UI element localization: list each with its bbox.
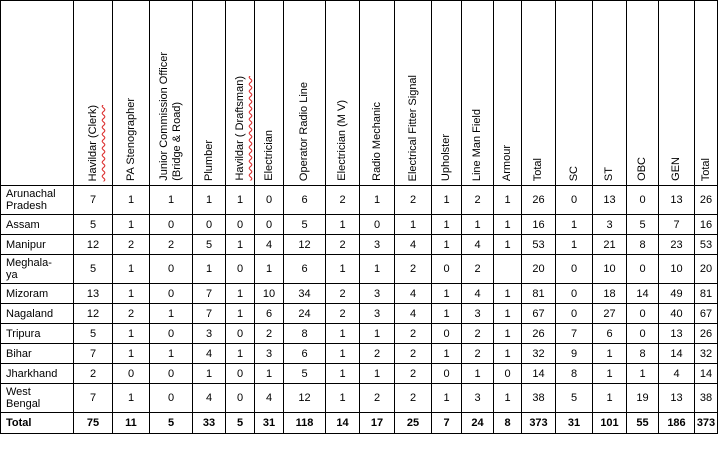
col-header-electrician [255, 1, 284, 186]
col-header-obc [627, 1, 659, 186]
table-cell: 0 [627, 255, 659, 284]
table-cell: 1 [494, 304, 522, 324]
table-cell: 7 [74, 384, 113, 413]
table-cell: 2 [395, 255, 432, 284]
table-cell: 12 [284, 384, 326, 413]
col-header-label: OBC [636, 157, 648, 181]
table-cell: 0 [360, 215, 395, 235]
table-cell: 1 [432, 284, 462, 304]
table-cell: 49 [659, 284, 695, 304]
col-header-havildar-clerk [74, 1, 113, 186]
table-cell: 2 [395, 384, 432, 413]
table-cell: 2 [74, 364, 113, 384]
table-cell: 4 [395, 304, 432, 324]
col-header-label: Armour [501, 144, 513, 181]
table-cell: 1 [113, 255, 150, 284]
table-cell: 3 [462, 304, 494, 324]
table-cell: 12 [74, 235, 113, 255]
col-header-plumber [193, 1, 226, 186]
table-cell: 4 [462, 235, 494, 255]
col-header-label: Total [699, 157, 712, 181]
table-cell: 6 [593, 324, 627, 344]
table-cell: 32 [695, 344, 718, 364]
table-cell: 5 [556, 384, 593, 413]
col-header-electrical-fitter-signal [395, 1, 432, 186]
table-cell: 1 [627, 364, 659, 384]
table-cell: 19 [627, 384, 659, 413]
state-name-cell: West Bengal [1, 384, 74, 413]
table-cell: 1 [150, 304, 193, 324]
table-cell: 3 [593, 215, 627, 235]
total-cell: 55 [627, 413, 659, 434]
table-cell: 5 [627, 215, 659, 235]
col-header-upholster [432, 1, 462, 186]
table-cell: 67 [695, 304, 718, 324]
total-cell: 31 [255, 413, 284, 434]
table-cell: 0 [255, 215, 284, 235]
total-label: Total [1, 413, 74, 434]
table-cell: 0 [150, 384, 193, 413]
table-cell: 34 [284, 284, 326, 304]
table-cell: 14 [522, 364, 556, 384]
table-row [1, 215, 718, 235]
table-cell: 18 [593, 284, 627, 304]
table-cell: 5 [193, 235, 226, 255]
table-cell: 1 [494, 344, 522, 364]
col-header-label: SC [567, 165, 580, 181]
table-cell: 2 [150, 235, 193, 255]
table-cell: 4 [659, 364, 695, 384]
table-cell: 53 [695, 235, 718, 255]
table-cell: 6 [284, 186, 326, 215]
table-row [1, 235, 718, 255]
table-cell: 14 [627, 284, 659, 304]
col-header-electrician-mv [326, 1, 360, 186]
table-cell: 1 [556, 215, 593, 235]
table-cell: 20 [522, 255, 556, 284]
total-cell: 373 [695, 413, 718, 434]
col-header-label: PA Stenographer [124, 98, 137, 181]
total-cell: 17 [360, 413, 395, 434]
table-cell: 2 [360, 344, 395, 364]
col-header-havildar-draftsman [226, 1, 255, 186]
table-cell: 0 [150, 215, 193, 235]
table-cell: 0 [556, 186, 593, 215]
state-name-cell: Jharkhand [1, 364, 74, 384]
table-cell: 1 [255, 255, 284, 284]
table-cell: 0 [432, 255, 462, 284]
table-cell: 4 [255, 235, 284, 255]
table-cell: 7 [74, 186, 113, 215]
table-cell: 67 [522, 304, 556, 324]
table-cell: 16 [695, 215, 718, 235]
table-cell: 1 [593, 364, 627, 384]
table-cell: 2 [395, 364, 432, 384]
table-cell: 5 [284, 215, 326, 235]
total-cell: 5 [150, 413, 193, 434]
table-cell: 26 [695, 186, 718, 215]
table-cell: 1 [494, 324, 522, 344]
table-row [1, 304, 718, 324]
table-row [1, 186, 718, 215]
table-cell: 1 [113, 284, 150, 304]
table-cell: 1 [193, 186, 226, 215]
table-cell: 2 [113, 235, 150, 255]
table-cell: 0 [556, 304, 593, 324]
table-cell: 6 [255, 304, 284, 324]
table-cell: 2 [462, 344, 494, 364]
table-cell: 1 [593, 344, 627, 364]
table-cell: 1 [432, 186, 462, 215]
table-row [1, 255, 718, 284]
total-cell: 7 [432, 413, 462, 434]
table-cell: 8 [627, 235, 659, 255]
table-cell: 4 [395, 284, 432, 304]
table-cell: 0 [627, 324, 659, 344]
table-cell: 1 [360, 255, 395, 284]
table-cell: 0 [193, 215, 226, 235]
table-cell: 5 [74, 324, 113, 344]
table-cell: 24 [284, 304, 326, 324]
table-cell: 2 [462, 324, 494, 344]
col-header-total-2 [695, 1, 718, 186]
table-cell: 10 [255, 284, 284, 304]
table-cell [494, 255, 522, 284]
table-cell: 12 [284, 235, 326, 255]
table-cell: 2 [395, 344, 432, 364]
table-row [1, 344, 718, 364]
col-header-gen [659, 1, 695, 186]
table-cell: 0 [627, 186, 659, 215]
table-cell: 1 [360, 324, 395, 344]
total-cell: 373 [522, 413, 556, 434]
table-cell: 32 [522, 344, 556, 364]
table-cell: 38 [522, 384, 556, 413]
table-cell: 4 [193, 384, 226, 413]
table-cell: 13 [659, 324, 695, 344]
state-name-cell: Mizoram [1, 284, 74, 304]
table-cell: 7 [74, 344, 113, 364]
table-cell: 2 [113, 304, 150, 324]
table-cell: 13 [74, 284, 113, 304]
table-cell: 0 [494, 364, 522, 384]
table-row [1, 284, 718, 304]
col-header-label: Electrician (M V) [336, 100, 348, 181]
col-header-label: Electrical Fitter Signal [406, 74, 419, 181]
total-cell: 11 [113, 413, 150, 434]
table-cell: 1 [326, 255, 360, 284]
table-cell: 1 [226, 235, 255, 255]
table-cell: 0 [150, 324, 193, 344]
table-cell: 1 [462, 364, 494, 384]
header-row [1, 1, 718, 186]
table-cell: 14 [659, 344, 695, 364]
table-cell: 1 [113, 215, 150, 235]
col-header-label: ST [603, 166, 615, 181]
table-cell: 7 [556, 324, 593, 344]
col-header-label: Havildar (Clerk) [86, 104, 99, 181]
table-cell: 53 [522, 235, 556, 255]
col-header-armour [494, 1, 522, 186]
table-cell: 1 [432, 304, 462, 324]
state-name-cell: Assam [1, 215, 74, 235]
table-row [1, 364, 718, 384]
total-cell: 186 [659, 413, 695, 434]
state-name-cell: Arunachal Pradesh [1, 186, 74, 215]
table-cell: 1 [326, 384, 360, 413]
table-cell: 0 [150, 364, 193, 384]
table-cell: 0 [226, 324, 255, 344]
col-header-radio-mechanic [360, 1, 395, 186]
table-cell: 1 [226, 344, 255, 364]
table-cell: 1 [432, 235, 462, 255]
table-cell: 4 [193, 344, 226, 364]
table-row [1, 324, 718, 344]
col-header-label: Line Man Field [471, 108, 483, 181]
table-cell: 26 [522, 186, 556, 215]
total-cell: 5 [226, 413, 255, 434]
table-cell: 2 [360, 384, 395, 413]
table-cell: 1 [494, 284, 522, 304]
table-cell: 26 [695, 324, 718, 344]
total-cell: 101 [593, 413, 627, 434]
table-cell: 1 [494, 186, 522, 215]
table-cell: 7 [659, 215, 695, 235]
col-header-label: Havildar ( Draftsman) [233, 76, 246, 181]
total-cell: 33 [193, 413, 226, 434]
table-cell: 0 [226, 384, 255, 413]
table-cell: 1 [432, 384, 462, 413]
table-cell: 81 [522, 284, 556, 304]
col-header-label: Total [532, 157, 544, 181]
table-cell: 1 [593, 384, 627, 413]
table-cell: 20 [695, 255, 718, 284]
table-cell: 2 [395, 324, 432, 344]
table-cell: 1 [326, 324, 360, 344]
table-cell: 13 [659, 384, 695, 413]
table-cell: 10 [593, 255, 627, 284]
table-cell: 1 [113, 344, 150, 364]
table-cell: 1 [360, 186, 395, 215]
col-header-line-man-field [462, 1, 494, 186]
state-name-cell: Bihar [1, 344, 74, 364]
table-cell: 3 [360, 235, 395, 255]
table-cell: 0 [226, 364, 255, 384]
table-cell: 2 [395, 186, 432, 215]
table-cell: 0 [150, 255, 193, 284]
table-cell: 0 [556, 284, 593, 304]
table-cell: 5 [74, 255, 113, 284]
table-cell: 3 [360, 304, 395, 324]
table-cell: 9 [556, 344, 593, 364]
table-cell: 3 [193, 324, 226, 344]
table-cell: 2 [255, 324, 284, 344]
table-cell: 1 [556, 235, 593, 255]
table-cell: 6 [284, 255, 326, 284]
table-cell: 12 [74, 304, 113, 324]
total-cell: 25 [395, 413, 432, 434]
table-cell: 0 [432, 324, 462, 344]
state-name-cell: Nagaland [1, 304, 74, 324]
table-cell: 38 [695, 384, 718, 413]
total-cell: 118 [284, 413, 326, 434]
table-cell: 0 [432, 364, 462, 384]
total-cell: 31 [556, 413, 593, 434]
table-cell: 0 [150, 284, 193, 304]
total-cell: 14 [326, 413, 360, 434]
table-cell: 1 [150, 186, 193, 215]
table-cell: 0 [226, 255, 255, 284]
table-body [1, 186, 718, 413]
col-header-pa-stenographer [113, 1, 150, 186]
table-cell: 2 [462, 255, 494, 284]
table-cell: 5 [284, 364, 326, 384]
table-cell: 13 [593, 186, 627, 215]
col-header-label: Operator Radio Line [298, 81, 310, 181]
total-cell: 8 [494, 413, 522, 434]
table-cell: 3 [360, 284, 395, 304]
table-cell: 16 [522, 215, 556, 235]
table-cell: 1 [494, 384, 522, 413]
table-cell: 5 [74, 215, 113, 235]
col-header-label: Plumber [202, 140, 215, 181]
table-cell: 1 [226, 304, 255, 324]
col-header-label: Electrician [262, 130, 275, 181]
table-cell: 3 [462, 384, 494, 413]
table-cell: 1 [226, 186, 255, 215]
corner-cell [1, 1, 74, 186]
state-name-cell: Meghala- ya [1, 255, 74, 284]
table-cell: 40 [659, 304, 695, 324]
table-cell: 1 [326, 215, 360, 235]
table-cell: 4 [255, 384, 284, 413]
table-cell: 2 [326, 304, 360, 324]
table-cell: 1 [432, 344, 462, 364]
table-cell: 7 [193, 304, 226, 324]
total-row [1, 413, 718, 434]
table-cell: 1 [193, 255, 226, 284]
table-cell: 81 [695, 284, 718, 304]
state-name-cell: Manipur [1, 235, 74, 255]
table-cell: 0 [255, 186, 284, 215]
table-cell: 2 [462, 186, 494, 215]
table-cell: 0 [556, 255, 593, 284]
table-cell: 1 [395, 215, 432, 235]
table-cell: 6 [284, 344, 326, 364]
col-header-label: GEN [670, 157, 682, 181]
total-cell: 24 [462, 413, 494, 434]
col-header-operator-radio-line [284, 1, 326, 186]
table-cell: 1 [226, 284, 255, 304]
col-header-label: Radio Mechanic [370, 102, 383, 181]
table-cell: 4 [395, 235, 432, 255]
table-cell: 1 [113, 324, 150, 344]
table-cell: 1 [326, 364, 360, 384]
table-cell: 8 [284, 324, 326, 344]
table-cell: 1 [150, 344, 193, 364]
table-row [1, 384, 718, 413]
table-cell: 3 [255, 344, 284, 364]
col-header-label: Junior Commission Officer (Bridge & Road) [158, 52, 183, 181]
table-cell: 8 [627, 344, 659, 364]
table-cell: 0 [226, 215, 255, 235]
table-cell: 2 [326, 235, 360, 255]
state-name-cell: Tripura [1, 324, 74, 344]
table-cell: 1 [462, 215, 494, 235]
table-cell: 1 [255, 364, 284, 384]
table-cell: 2 [326, 186, 360, 215]
table-cell: 8 [556, 364, 593, 384]
col-header-total [522, 1, 556, 186]
table-cell: 1 [432, 215, 462, 235]
table-cell: 1 [193, 364, 226, 384]
table-cell: 1 [326, 344, 360, 364]
table-cell: 26 [522, 324, 556, 344]
table-cell: 2 [326, 284, 360, 304]
table-cell: 21 [593, 235, 627, 255]
table-cell: 0 [627, 304, 659, 324]
table-cell: 13 [659, 186, 695, 215]
col-header-sc [556, 1, 593, 186]
col-header-label: Upholster [440, 133, 452, 181]
table-cell: 1 [494, 215, 522, 235]
table-cell: 14 [695, 364, 718, 384]
table-cell: 27 [593, 304, 627, 324]
table-cell: 10 [659, 255, 695, 284]
col-header-jco-bridge-road [150, 1, 193, 186]
col-header-st [593, 1, 627, 186]
table-cell: 23 [659, 235, 695, 255]
table-cell: 0 [113, 364, 150, 384]
table-cell: 1 [113, 384, 150, 413]
table-cell: 1 [360, 364, 395, 384]
table-cell: 1 [494, 235, 522, 255]
table-cell: 4 [462, 284, 494, 304]
table-cell: 7 [193, 284, 226, 304]
total-cell: 75 [74, 413, 113, 434]
table-cell: 1 [113, 186, 150, 215]
